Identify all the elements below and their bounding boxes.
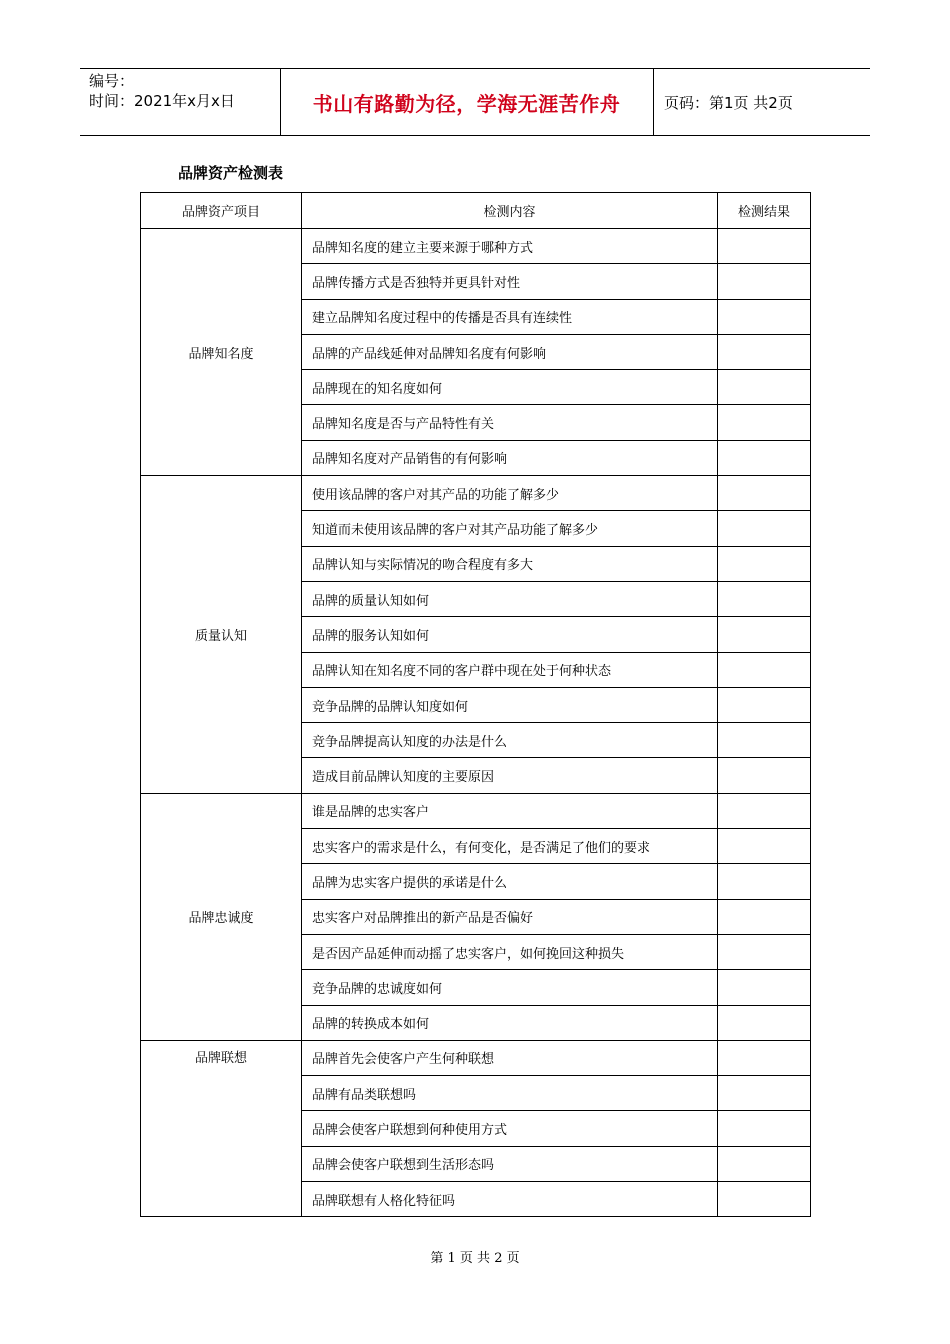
category-cell: 品牌知名度 bbox=[141, 229, 302, 476]
header-meta bbox=[89, 71, 235, 111]
result-cell[interactable] bbox=[718, 546, 811, 581]
content-cell: 品牌的产品线延伸对品牌知名度有何影响 bbox=[302, 334, 718, 369]
content-cell: 建立品牌知名度过程中的传播是否具有连续性 bbox=[302, 299, 718, 334]
result-cell[interactable] bbox=[718, 617, 811, 652]
content-cell: 品牌有品类联想吗 bbox=[302, 1076, 718, 1111]
result-cell[interactable] bbox=[718, 511, 811, 546]
content-cell: 品牌知名度是否与产品特性有关 bbox=[302, 405, 718, 440]
table-row bbox=[141, 229, 811, 264]
result-cell[interactable] bbox=[718, 687, 811, 722]
result-cell[interactable] bbox=[718, 476, 811, 511]
column-header-result: 检测结果 bbox=[718, 193, 811, 229]
result-cell[interactable] bbox=[718, 829, 811, 864]
result-cell[interactable] bbox=[718, 370, 811, 405]
content-cell: 品牌会使客户联想到何种使用方式 bbox=[302, 1111, 718, 1146]
code-label: 编号： bbox=[89, 72, 135, 90]
result-cell[interactable] bbox=[718, 652, 811, 687]
header-page-info: 页码：第1页 共2页 bbox=[664, 93, 793, 112]
content-cell: 品牌知名度对产品销售的有何影响 bbox=[302, 440, 718, 475]
column-header-content: 检测内容 bbox=[302, 193, 718, 229]
result-cell[interactable] bbox=[718, 299, 811, 334]
result-cell[interactable] bbox=[718, 1076, 811, 1111]
content-cell: 品牌认知与实际情况的吻合程度有多大 bbox=[302, 546, 718, 581]
result-cell[interactable] bbox=[718, 723, 811, 758]
content-cell: 忠实客户对品牌推出的新产品是否偏好 bbox=[302, 899, 718, 934]
result-cell[interactable] bbox=[718, 934, 811, 969]
time-label: 时间：2021年x月x日 bbox=[89, 92, 235, 110]
content-cell: 竞争品牌提高认知度的办法是什么 bbox=[302, 723, 718, 758]
category-cell: 品牌联想 bbox=[141, 1040, 302, 1216]
content-cell: 造成目前品牌认知度的主要原因 bbox=[302, 758, 718, 793]
result-cell[interactable] bbox=[718, 334, 811, 369]
result-cell[interactable] bbox=[718, 1040, 811, 1075]
result-cell[interactable] bbox=[718, 581, 811, 616]
content-cell: 谁是品牌的忠实客户 bbox=[302, 793, 718, 828]
result-cell[interactable] bbox=[718, 1146, 811, 1181]
document-header bbox=[80, 68, 870, 136]
result-cell[interactable] bbox=[718, 1111, 811, 1146]
result-cell[interactable] bbox=[718, 1005, 811, 1040]
header-motto: 书山有路勤为径，学海无涯苦作舟 bbox=[312, 91, 621, 116]
result-cell[interactable] bbox=[718, 1182, 811, 1217]
column-header-category: 品牌资产项目 bbox=[141, 193, 302, 229]
result-cell[interactable] bbox=[718, 440, 811, 475]
table-row bbox=[141, 793, 811, 828]
content-cell: 知道而未使用该品牌的客户对其产品功能了解多少 bbox=[302, 511, 718, 546]
content-cell: 使用该品牌的客户对其产品的功能了解多少 bbox=[302, 476, 718, 511]
content-cell: 竞争品牌的品牌认知度如何 bbox=[302, 687, 718, 722]
table-header-row bbox=[141, 193, 811, 229]
table-row bbox=[141, 1040, 811, 1075]
result-cell[interactable] bbox=[718, 793, 811, 828]
table-row bbox=[141, 476, 811, 511]
content-cell: 品牌的质量认知如何 bbox=[302, 581, 718, 616]
content-cell: 忠实客户的需求是什么，有何变化，是否满足了他们的要求 bbox=[302, 829, 718, 864]
result-cell[interactable] bbox=[718, 264, 811, 299]
result-cell[interactable] bbox=[718, 229, 811, 264]
result-cell[interactable] bbox=[718, 405, 811, 440]
result-cell[interactable] bbox=[718, 899, 811, 934]
content-cell: 品牌会使客户联想到生活形态吗 bbox=[302, 1146, 718, 1181]
page-footer: 第 1 页 共 2 页 bbox=[430, 1251, 520, 1266]
content-cell: 品牌的转换成本如何 bbox=[302, 1005, 718, 1040]
content-cell: 品牌联想有人格化特征吗 bbox=[302, 1182, 718, 1217]
category-cell: 质量认知 bbox=[141, 476, 302, 794]
content-cell: 品牌首先会使客户产生何种联想 bbox=[302, 1040, 718, 1075]
content-cell: 品牌知名度的建立主要来源于哪种方式 bbox=[302, 229, 718, 264]
content-cell: 品牌认知在知名度不同的客户群中现在处于何种状态 bbox=[302, 652, 718, 687]
result-cell[interactable] bbox=[718, 970, 811, 1005]
content-cell: 品牌传播方式是否独特并更具针对性 bbox=[302, 264, 718, 299]
content-cell: 品牌现在的知名度如何 bbox=[302, 370, 718, 405]
content-cell: 是否因产品延伸而动摇了忠实客户，如何挽回这种损失 bbox=[302, 934, 718, 969]
content-cell: 品牌的服务认知如何 bbox=[302, 617, 718, 652]
result-cell[interactable] bbox=[718, 864, 811, 899]
header-divider bbox=[653, 69, 654, 135]
content-cell: 品牌为忠实客户提供的承诺是什么 bbox=[302, 864, 718, 899]
result-cell[interactable] bbox=[718, 758, 811, 793]
category-cell: 品牌忠诚度 bbox=[141, 793, 302, 1040]
brand-asset-table bbox=[140, 192, 811, 1217]
table-body bbox=[141, 229, 811, 1217]
page-title: 品牌资产检测表 bbox=[178, 164, 284, 182]
content-cell: 竞争品牌的忠诚度如何 bbox=[302, 970, 718, 1005]
